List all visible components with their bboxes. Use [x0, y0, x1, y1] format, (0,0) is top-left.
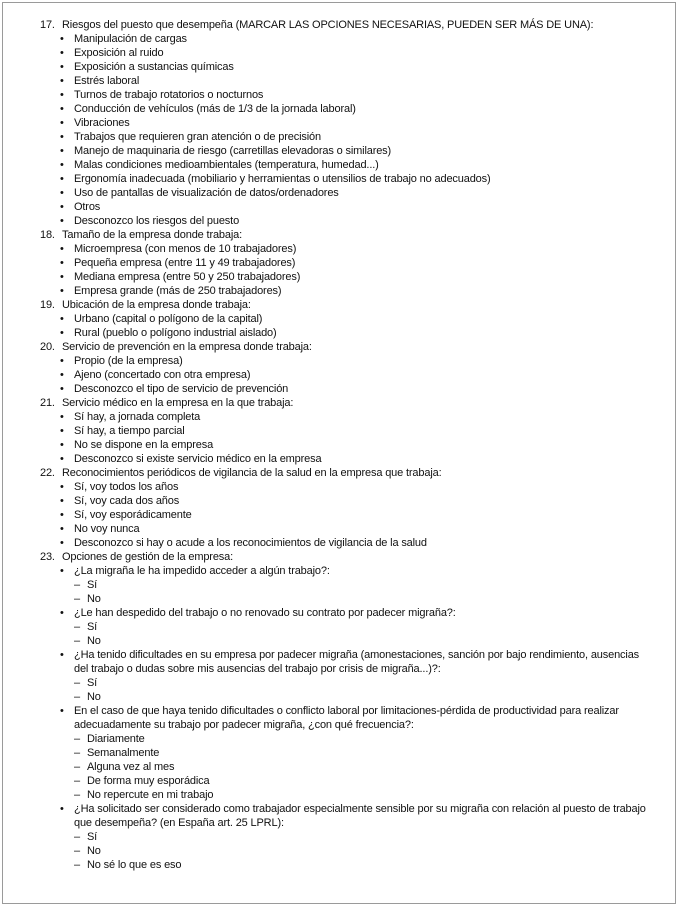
- bullet-text: Desconozco los riesgos del puesto: [74, 215, 240, 227]
- sub-option: [74, 634, 649, 648]
- bullet-icon: •: [60, 243, 64, 255]
- bullet-item: [60, 522, 649, 536]
- bullet-item: [60, 214, 649, 228]
- bullet-item: [60, 144, 649, 158]
- bullet-text: No se dispone en la empresa: [74, 439, 214, 451]
- bullet-text: Exposición a sustancias químicas: [74, 61, 234, 73]
- bullet-icon: •: [60, 495, 64, 507]
- sub-option-text: De forma muy esporádica: [87, 775, 210, 787]
- bullet-icon: •: [60, 33, 64, 45]
- bullet-icon: •: [60, 439, 64, 451]
- sub-option: [74, 592, 649, 606]
- bullet-item: [60, 508, 649, 522]
- bullet-item: [60, 354, 649, 368]
- sub-option: [74, 774, 649, 788]
- bullet-icon: •: [60, 257, 64, 269]
- question: [40, 298, 649, 340]
- bullet-text: En el caso de que haya tenido dificultades o conflicto laboral por limitaciones-pérdida de productividad para realizar adecuadamente su trabajo por padecer migraña, ¿con qué frecuencia?:: [74, 705, 619, 731]
- bullet-icon: •: [60, 313, 64, 325]
- sub-option-text: No: [87, 845, 101, 857]
- bullet-icon: •: [60, 425, 64, 437]
- sub-option-text: No repercute en mi trabajo: [87, 789, 214, 801]
- sub-option-text: No: [87, 593, 101, 605]
- dash-icon: –: [74, 761, 80, 773]
- bullet-text: Mediana empresa (entre 50 y 250 trabajadores): [74, 271, 301, 283]
- dash-icon: –: [74, 621, 80, 633]
- bullet-icon: •: [60, 145, 64, 157]
- bullet-icon: •: [60, 565, 64, 577]
- sub-option: [74, 690, 649, 704]
- sub-option-text: Semanalmente: [87, 747, 160, 759]
- bullet-item: [60, 116, 649, 130]
- dash-icon: –: [74, 845, 80, 857]
- bullet-icon: •: [60, 75, 64, 87]
- question-number: 17.: [40, 19, 55, 31]
- bullet-item: [60, 88, 649, 102]
- bullet-text: ¿Le han despedido del trabajo o no renovado su contrato por padecer migraña?:: [74, 607, 456, 619]
- sub-option: [74, 788, 649, 802]
- question-text: Ubicación de la empresa donde trabaja:: [62, 299, 251, 311]
- question: [40, 18, 649, 228]
- bullet-text: Sí, voy todos los años: [74, 481, 179, 493]
- sub-option: [74, 676, 649, 690]
- sub-option: [74, 830, 649, 844]
- bullet-icon: •: [60, 383, 64, 395]
- bullet-text: Manejo de maquinaria de riesgo (carretillas elevadoras o similares): [74, 145, 392, 157]
- bullet-text: Trabajos que requieren gran atención o de precisión: [74, 131, 321, 143]
- sub-option: [74, 760, 649, 774]
- bullet-text: Desconozco el tipo de servicio de prevención: [74, 383, 289, 395]
- bullet-icon: •: [60, 173, 64, 185]
- sub-option: [74, 578, 649, 592]
- bullet-text: Sí, voy esporádicamente: [74, 509, 192, 521]
- question: [40, 550, 649, 872]
- bullet-item: [60, 284, 649, 298]
- question-number: 20.: [40, 341, 55, 353]
- dash-icon: –: [74, 831, 80, 843]
- dash-icon: –: [74, 677, 80, 689]
- bullet-icon: •: [60, 523, 64, 535]
- bullet-item: [60, 270, 649, 284]
- bullet-item: [60, 242, 649, 256]
- sub-option: [74, 858, 649, 872]
- bullet-icon: •: [60, 215, 64, 227]
- bullet-text: Sí hay, a tiempo parcial: [74, 425, 185, 437]
- bullet-icon: •: [60, 453, 64, 465]
- bullet-text: Exposición al ruido: [74, 47, 164, 59]
- bullet-icon: •: [60, 271, 64, 283]
- bullet-text: Conducción de vehículos (más de 1/3 de la jornada laboral): [74, 103, 356, 115]
- bullet-item: [60, 494, 649, 508]
- bullet-item: [60, 564, 649, 578]
- question-header: [40, 550, 649, 564]
- question: [40, 340, 649, 396]
- bullet-icon: •: [60, 607, 64, 619]
- sub-option-text: Alguna vez al mes: [87, 761, 175, 773]
- question-header: [40, 396, 649, 410]
- question-number: 22.: [40, 467, 55, 479]
- bullet-icon: •: [60, 803, 64, 815]
- bullet-text: Estrés laboral: [74, 75, 140, 87]
- dash-icon: –: [74, 733, 80, 745]
- bullet-text: ¿La migraña le ha impedido acceder a algún trabajo?:: [74, 565, 330, 577]
- bullet-text: Sí, voy cada dos años: [74, 495, 180, 507]
- bullet-icon: •: [60, 369, 64, 381]
- bullet-item: [60, 46, 649, 60]
- sub-option-text: Sí: [87, 579, 98, 591]
- bullet-icon: •: [60, 509, 64, 521]
- question-text: Servicio de prevención en la empresa donde trabaja:: [62, 341, 312, 353]
- bullet-icon: •: [60, 705, 64, 717]
- question: [40, 466, 649, 550]
- bullet-item: [60, 312, 649, 326]
- sub-option: [74, 844, 649, 858]
- sub-option-text: No: [87, 691, 101, 703]
- bullet-item: [60, 368, 649, 382]
- bullet-text: Malas condiciones medioambientales (temperatura, humedad...): [74, 159, 379, 171]
- bullet-text: Urbano (capital o polígono de la capital): [74, 313, 263, 325]
- dash-icon: –: [74, 747, 80, 759]
- bullet-item: [60, 382, 649, 396]
- bullet-text: No voy nunca: [74, 523, 140, 535]
- bullet-text: Empresa grande (más de 250 trabajadores): [74, 285, 282, 297]
- bullet-text: Desconozco si existe servicio médico en la empresa: [74, 453, 322, 465]
- bullet-item: [60, 452, 649, 466]
- bullet-text: Desconozco si hay o acude a los reconocimientos de vigilancia de la salud: [74, 537, 427, 549]
- dash-icon: –: [74, 593, 80, 605]
- question-text: Riesgos del puesto que desempeña (MARCAR LAS OPCIONES NECESARIAS, PUEDEN SER MÁS DE UNA):: [62, 19, 594, 31]
- bullet-icon: •: [60, 355, 64, 367]
- bullet-item: [60, 60, 649, 74]
- bullet-item: [60, 480, 649, 494]
- bullet-text: Uso de pantallas de visualización de datos/ordenadores: [74, 187, 339, 199]
- sub-option: [74, 732, 649, 746]
- sub-option-text: Sí: [87, 621, 98, 633]
- bullet-text: Rural (pueblo o polígono industrial aislado): [74, 327, 277, 339]
- question: [40, 228, 649, 298]
- bullet-icon: •: [60, 159, 64, 171]
- bullet-icon: •: [60, 47, 64, 59]
- question-text: Tamaño de la empresa donde trabaja:: [62, 229, 243, 241]
- bullet-icon: •: [60, 285, 64, 297]
- sub-option-text: Diariamente: [87, 733, 145, 745]
- bullet-text: Microempresa (con menos de 10 trabajadores): [74, 243, 297, 255]
- bullet-item: [60, 74, 649, 88]
- bullet-item: [60, 172, 649, 186]
- dash-icon: –: [74, 775, 80, 787]
- sub-option-text: Sí: [87, 831, 98, 843]
- bullet-text: Otros: [74, 201, 101, 213]
- bullet-icon: •: [60, 131, 64, 143]
- question-number: 19.: [40, 299, 55, 311]
- question-text: Servicio médico en la empresa en la que trabaja:: [62, 397, 294, 409]
- bullet-icon: •: [60, 117, 64, 129]
- question-number: 18.: [40, 229, 55, 241]
- bullet-icon: •: [60, 61, 64, 73]
- bullet-text: Pequeña empresa (entre 11 y 49 trabajadores): [74, 257, 296, 269]
- questionnaire: [3, 3, 675, 872]
- bullet-item: [60, 200, 649, 214]
- bullet-item: [60, 438, 649, 452]
- document-page: [2, 2, 676, 904]
- bullet-item: [60, 186, 649, 200]
- bullet-icon: •: [60, 327, 64, 339]
- sub-option-text: No: [87, 635, 101, 647]
- bullet-text: Ergonomía inadecuada (mobiliario y herramientas o utensilios de trabajo no adecuados): [74, 173, 491, 185]
- dash-icon: –: [74, 579, 80, 591]
- bullet-item: [60, 326, 649, 340]
- bullet-text: Ajeno (concertado con otra empresa): [74, 369, 251, 381]
- bullet-item: [60, 256, 649, 270]
- sub-option: [74, 746, 649, 760]
- bullet-text: Propio (de la empresa): [74, 355, 183, 367]
- bullet-text: Manipulación de cargas: [74, 33, 187, 45]
- question-text: Reconocimientos periódicos de vigilancia de la salud en la empresa que trabaja:: [62, 467, 442, 479]
- question-header: [40, 228, 649, 242]
- question-header: [40, 18, 649, 32]
- sub-option-text: No sé lo que es eso: [87, 859, 182, 871]
- bullet-icon: •: [60, 201, 64, 213]
- question-text: Opciones de gestión de la empresa:: [62, 551, 234, 563]
- question-header: [40, 298, 649, 312]
- dash-icon: –: [74, 859, 80, 871]
- bullet-item: [60, 424, 649, 438]
- bullet-item: [60, 606, 649, 620]
- sub-option: [74, 620, 649, 634]
- bullet-item: [60, 158, 649, 172]
- question-number: 23.: [40, 551, 55, 563]
- bullet-item: [60, 102, 649, 116]
- question: [40, 396, 649, 466]
- bullet-item: [60, 536, 649, 550]
- bullet-icon: •: [60, 187, 64, 199]
- bullet-icon: •: [60, 537, 64, 549]
- bullet-item: [60, 410, 649, 424]
- dash-icon: –: [74, 691, 80, 703]
- dash-icon: –: [74, 789, 80, 801]
- bullet-item: [60, 32, 649, 46]
- bullet-item: [60, 802, 649, 830]
- dash-icon: –: [74, 635, 80, 647]
- bullet-text: ¿Ha tenido dificultades en su empresa por padecer migraña (amonestaciones, sanción por bajo rendimiento, ausencias del trabajo o dudas sobre mis ausencias del trabajo por crisis de migraña...)?:: [74, 649, 640, 675]
- bullet-text: ¿Ha solicitado ser considerado como trabajador especialmente sensible por su migraña con relación al puesto de trabajo que desempeña? (en España art. 25 LPRL):: [74, 803, 646, 829]
- bullet-icon: •: [60, 103, 64, 115]
- bullet-item: [60, 648, 649, 676]
- bullet-icon: •: [60, 411, 64, 423]
- bullet-icon: •: [60, 481, 64, 493]
- bullet-text: Turnos de trabajo rotatorios o nocturnos: [74, 89, 264, 101]
- bullet-text: Vibraciones: [74, 117, 130, 129]
- bullet-icon: •: [60, 649, 64, 661]
- question-number: 21.: [40, 397, 55, 409]
- question-header: [40, 466, 649, 480]
- question-header: [40, 340, 649, 354]
- bullet-item: [60, 704, 649, 732]
- bullet-text: Sí hay, a jornada completa: [74, 411, 201, 423]
- sub-option-text: Sí: [87, 677, 98, 689]
- bullet-item: [60, 130, 649, 144]
- bullet-icon: •: [60, 89, 64, 101]
